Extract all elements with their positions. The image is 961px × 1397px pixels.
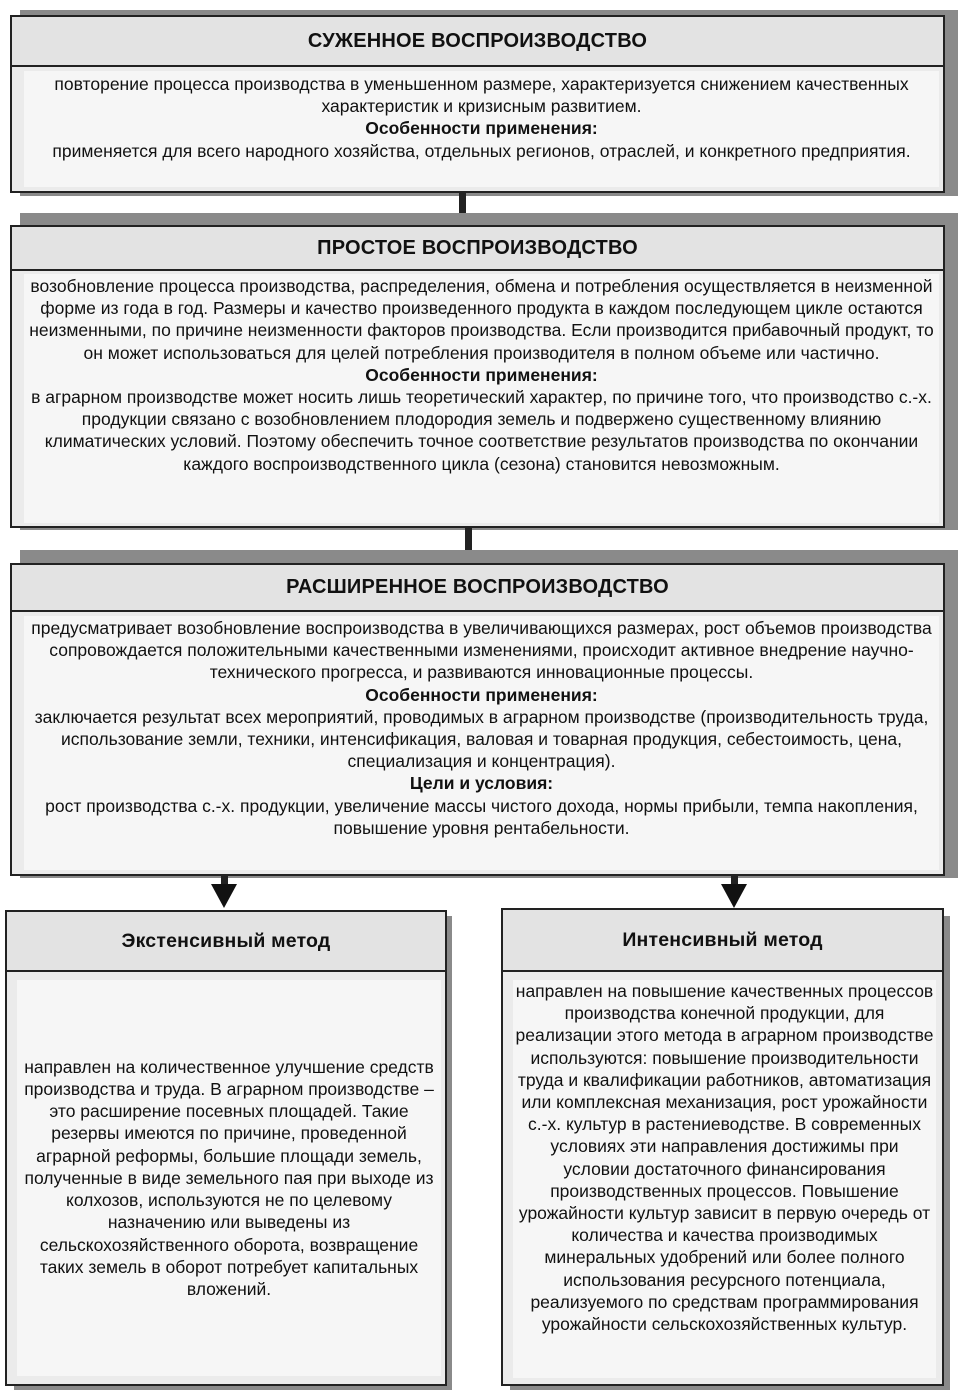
extended-features-label: Особенности применения: <box>365 684 598 705</box>
extended-body <box>10 610 945 876</box>
simple-title: ПРОСТОЕ ВОСПРОИЗВОДСТВО <box>10 225 945 271</box>
intensive-content <box>513 980 936 1378</box>
narrowed-body <box>10 65 945 193</box>
extensive-text: направлен на количественное улучшение средств производства и труда. В аграрном производстве – это расширение посевных площадей. Такие резервы имеются по причине, проведенной аграрной реформы, большие площади земель, полученные в виде земельного пая при выходе из колхозов, используются не по целевому назначению или выведены из сельскохозяйственного оборота, возвращение таких земель в оборот потребует капитальных вложений. <box>24 1056 434 1299</box>
simple-content <box>24 274 939 523</box>
connector-narrowed-simple <box>459 193 466 213</box>
intensive-body <box>501 970 944 1386</box>
extensive-body <box>5 970 447 1386</box>
connector-simple-extended <box>465 528 472 552</box>
extended-features: заключается результат всех мероприятий, проводимых в аграрном производстве (производительность труда, использование земли, техники, интенсификация, валовая и товарная продукция, себестоимость, цена, специализация и концентрация). <box>34 706 929 772</box>
intensive-title: Интенсивный метод <box>501 908 944 972</box>
arrow-left-head-icon <box>211 884 237 908</box>
simple-description: возобновление процесса производства, распределения, обмена и потребления осуществляется в неизменной форме из года в год. Размеры и качество произведенного продукта в каждом последующем цикле остаются неизменными, по причине неизменности факторов производства. Если производится прибавочный продукт, то он может использоваться для целей потребления производителя в полном объеме или частично. <box>29 276 934 363</box>
simple-body <box>10 269 945 528</box>
extended-goals: рост производства с.-х. продукции, увеличение массы чистого дохода, нормы прибыли, темпа накопления, повышение уровня рентабельности. <box>45 795 918 838</box>
narrowed-title: СУЖЕННОЕ ВОСПРОИЗВОДСТВО <box>10 15 945 67</box>
narrowed-features: применяется для всего народного хозяйства, отдельных регионов, отраслей, и конкретного предприятия. <box>52 140 911 161</box>
simple-features: в аграрном производстве может носить лишь теоретический характер, по причине того, что производство с.-х. продукции связано с возобновлением плодородия земель и подвержено существенному влиянию климатических условий. Поэтому обеспечить точное соответствие результатов производства по окончании каждого воспроизводственного цикла (сезона) становится невозможным. <box>31 387 932 474</box>
narrowed-content <box>24 71 939 187</box>
extended-goals-label: Цели и условия: <box>409 773 554 794</box>
extended-content <box>24 616 939 870</box>
simple-features-label: Особенности применения: <box>365 364 598 385</box>
extensive-title: Экстенсивный метод <box>5 910 447 972</box>
narrowed-description: повторение процесса производства в уменьшенном размере, характеризуется снижением качественных характеристик и кризисным развитием. <box>54 74 909 117</box>
extended-title: РАСШИРЕННОЕ ВОСПРОИЗВОДСТВО <box>10 563 945 612</box>
narrowed-features-label: Особенности применения: <box>365 118 598 139</box>
arrow-right-head-icon <box>721 884 747 908</box>
intensive-text: направлен на повышение качественных процессов производства конечной продукции, для реализации этого метода в аграрном производстве используются: повышение производительности труда и квалификации работников, автоматизация или комплексная механизация, рост урожайности с.-х. культур в растениеводстве. В современных условиях эти направления достижимы при условии достаточного финансирования производственных процессов. Повышение урожайности культур зависит в первую очередь от количества и качества производимых минеральных удобрений или более полного использования ресурсного потенциала, реализуемого по средствам программирования урожайности сельскохозяйственных культур. <box>515 981 934 1335</box>
extensive-content <box>17 980 441 1376</box>
extended-description: предусматривает возобновление воспроизводства в увеличивающихся размерах, рост объемов производства сопровождается положительными качественными изменениями, происходит активное внедрение научно-технического прогресса, и развиваются инновационные процессы. <box>31 618 932 683</box>
